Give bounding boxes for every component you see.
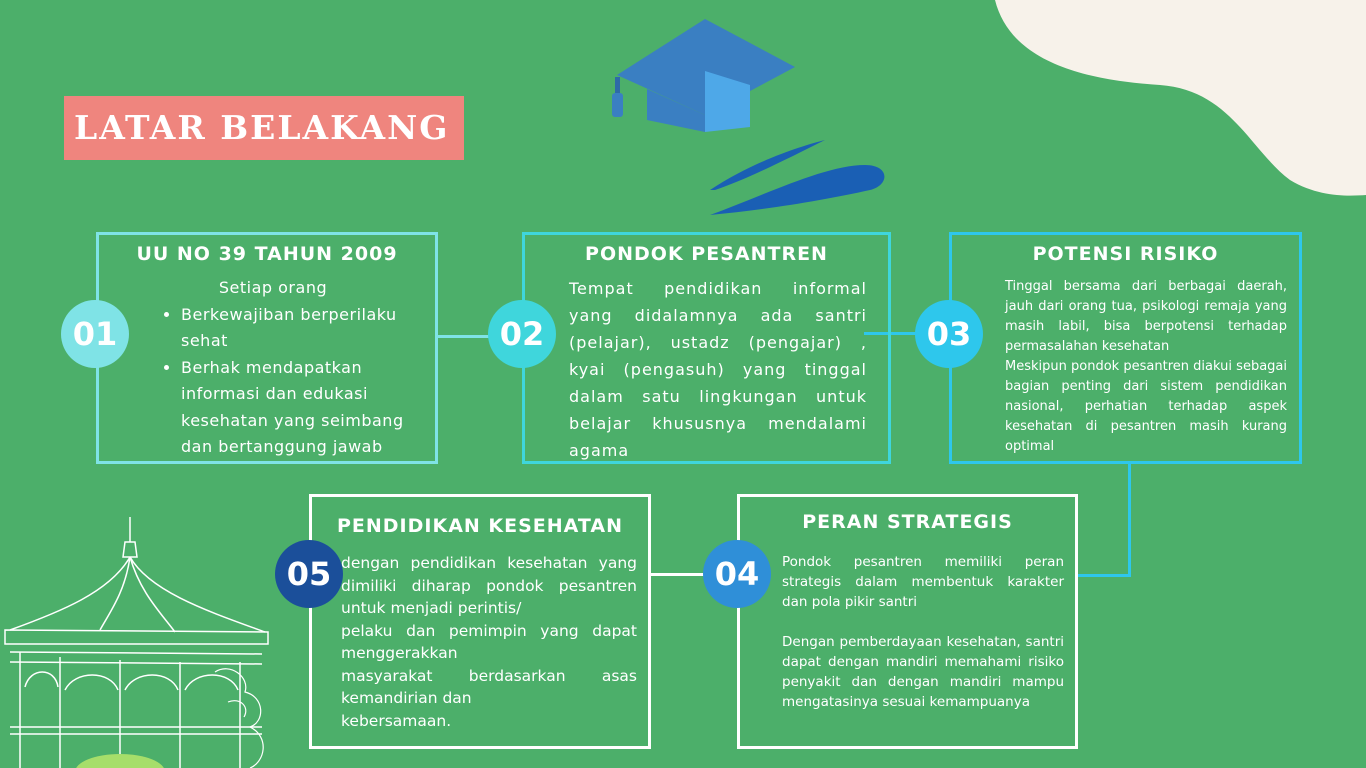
badge-05: 05 — [275, 540, 343, 608]
page-title: LATAR BELAKANG — [74, 108, 450, 147]
card-lead-text: Setiap orang — [218, 278, 328, 297]
bullet-list — [163, 302, 423, 461]
card-line: pelaku dan pemimpin yang dapat menggerakkan — [341, 621, 637, 662]
card-body — [341, 552, 637, 732]
card-pondok-pesantren — [522, 232, 891, 464]
card-pendidikan-kesehatan — [309, 494, 651, 749]
card-body — [782, 552, 1064, 712]
card-heading: PONDOK PESANTREN — [585, 243, 828, 265]
badge-01: 01 — [61, 300, 129, 368]
badge-02: 02 — [488, 300, 556, 368]
badge-04: 04 — [703, 540, 771, 608]
card-peran-strategis — [737, 494, 1078, 749]
badge-03: 03 — [915, 300, 983, 368]
bullet-item: • Berhak mendapatkan informasi dan edukasi kesehatan yang seimbang dan bertanggung jawab — [181, 355, 423, 461]
connector-3-4-horizontal — [1077, 574, 1131, 577]
graduation-cap-icon — [605, 15, 805, 140]
card-line: masyarakat berdasarkan asas kemandirian dan — [341, 666, 637, 707]
card-paragraph: Tinggal bersama dari berbagai daerah, jauh dari orang tua, psikologi remaja yang masih labil, bisa berpotensi terhadap permasalahan kesehatan — [1005, 279, 1287, 354]
card-paragraph: Dengan pemberdayaan kesehatan, santri dapat dengan mandiri memahami risiko penyakit dan dengan mandiri mampu mengatasinya sesuai kemampuanya — [782, 634, 1064, 710]
card-potensi-risiko — [949, 232, 1302, 464]
card-line: kebersamaan. — [341, 711, 452, 730]
spacer — [782, 612, 1064, 632]
swoosh-decoration — [705, 140, 890, 225]
bullet-item: • Berkewajiban berperilaku sehat — [181, 302, 423, 355]
card-heading: POTENSI RISIKO — [1032, 243, 1219, 265]
gazebo-illustration — [0, 512, 300, 768]
card-uu-no-39 — [96, 232, 438, 464]
card-body — [1005, 277, 1287, 457]
green-bush-decoration — [75, 750, 165, 768]
card-paragraph: Pondok pesantren memiliki peran strategis dalam membentuk karakter dan pola pikir santri — [782, 554, 1064, 610]
card-heading: PERAN STRATEGIS — [802, 511, 1013, 533]
card-body — [163, 275, 423, 461]
card-heading: PENDIDIKAN KESEHATAN — [336, 515, 624, 537]
card-body-text: Tempat pendidikan informal yang didalamnya ada santri (pelajar), ustadz (pengajar) , kyai (pengasuh) yang tinggal dalam satu lingkungan untuk belajar khususnya mendalami agama — [569, 279, 867, 460]
title-banner — [64, 96, 464, 160]
card-paragraph: Meskipun pondok pesantren diakui sebagai bagian penting dari sistem pendidikan nasional, perhatian terhadap aspek kesehatan di pesantren masih kurang optimal — [1005, 359, 1287, 454]
card-heading: UU NO 39 TAHUN 2009 — [136, 243, 398, 265]
connector-3-4-vertical — [1128, 463, 1131, 577]
cream-blob-decoration — [990, 0, 1366, 200]
card-line: dengan pendidikan kesehatan yang dimiliki diharap pondok pesantren untuk menjadi perintis/ — [341, 554, 637, 617]
